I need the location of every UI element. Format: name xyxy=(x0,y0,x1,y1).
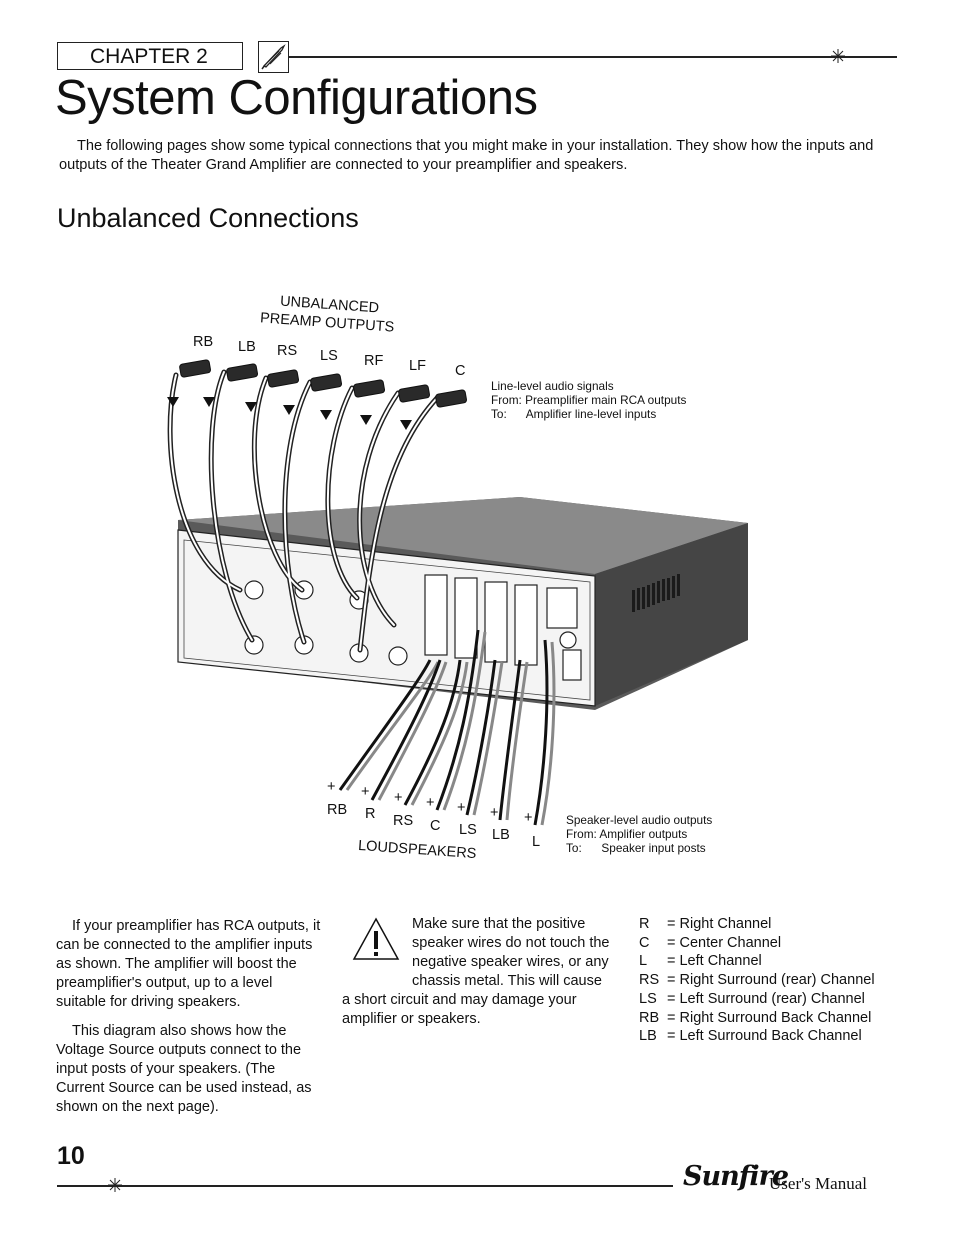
legend-row: R = Right Channel xyxy=(639,916,772,932)
left-paragraph-2: This diagram also shows how the Voltage Source outputs connect to the input posts of your speakers. (The Current Source can be used instead, as shown on the next page). xyxy=(56,1023,312,1115)
legend-row: RS = Right Surround (rear) Channel xyxy=(639,972,875,989)
plus-sign: + xyxy=(457,800,466,816)
input-label-rb: RB xyxy=(193,334,214,350)
channel-legend xyxy=(639,915,875,1046)
chapter-label: CHAPTER 2 xyxy=(57,42,243,70)
speaker-level-note: Speaker-level audio outputs From: Amplifier outputs To: Speaker input posts xyxy=(566,813,713,855)
legend-row: LB = Left Surround Back Channel xyxy=(639,1028,862,1045)
asterisk-ornament-icon xyxy=(108,1178,122,1197)
legend-row: L = Left Channel xyxy=(639,953,762,970)
page-title: System Configurations xyxy=(55,71,538,125)
plus-sign: + xyxy=(524,810,533,826)
input-label-c: C xyxy=(455,363,466,379)
page-number: 10 xyxy=(57,1142,85,1170)
loudspeakers-heading: LOUDSPEAKERS xyxy=(357,837,477,863)
manual-label: User's Manual xyxy=(769,1174,867,1193)
speaker-label-r: R xyxy=(365,806,376,822)
line-level-note: Line-level audio signals From: Preamplifier main RCA outputs To: Amplifier line-level inputs xyxy=(491,379,687,421)
left-paragraph-1: If your preamplifier has RCA outputs, it can be connected to the amplifier inputs as shown. The amplifier will boost the preamplifier's output, up to a level suitable for driving speakers. xyxy=(56,918,321,1010)
speaker-label-ls: LS xyxy=(459,822,477,838)
plus-sign: + xyxy=(490,805,499,821)
input-label-rs: RS xyxy=(277,343,298,359)
preamp-heading-line2: PREAMP OUTPUTS xyxy=(259,310,395,336)
brand-logo: Sunfire xyxy=(683,1161,789,1192)
legend-row: C = Center Channel xyxy=(639,934,782,951)
plus-sign: + xyxy=(327,779,336,795)
legend-row: RB = Right Surround Back Channel xyxy=(639,1009,872,1026)
warning-block xyxy=(342,913,610,1029)
warning-text: Make sure that the positive speaker wires do not touch the negative speaker wires, or any chassis metal. This will cause a short circuit and may damage your amplifier or speakers. xyxy=(342,916,610,1027)
input-label-ls: LS xyxy=(320,348,338,364)
warning-triangle-icon xyxy=(342,913,412,973)
speaker-label-c: C xyxy=(430,818,441,834)
section-title: Unbalanced Connections xyxy=(57,203,359,233)
speaker-label-lb: LB xyxy=(492,827,510,843)
plus-sign: + xyxy=(394,790,403,806)
input-label-lf: LF xyxy=(409,358,426,374)
intro-paragraph: The following pages show some typical connections that you might make in your installation. They show how the inputs and outputs of the Theater Grand Amplifier are connected to your preamplifier and speakers. xyxy=(59,138,874,173)
speaker-label-l: L xyxy=(532,834,541,850)
speaker-label-rb: RB xyxy=(327,802,348,818)
plus-sign: + xyxy=(426,795,435,811)
input-label-lb: LB xyxy=(238,339,256,355)
speaker-label-rs: RS xyxy=(393,813,414,829)
footer-rule xyxy=(57,1185,673,1187)
preamp-heading-line1: UNBALANCED xyxy=(279,293,380,317)
plus-sign: + xyxy=(361,784,370,800)
legend-row: LS = Left Surround (rear) Channel xyxy=(639,990,865,1007)
input-label-rf: RF xyxy=(364,353,384,369)
